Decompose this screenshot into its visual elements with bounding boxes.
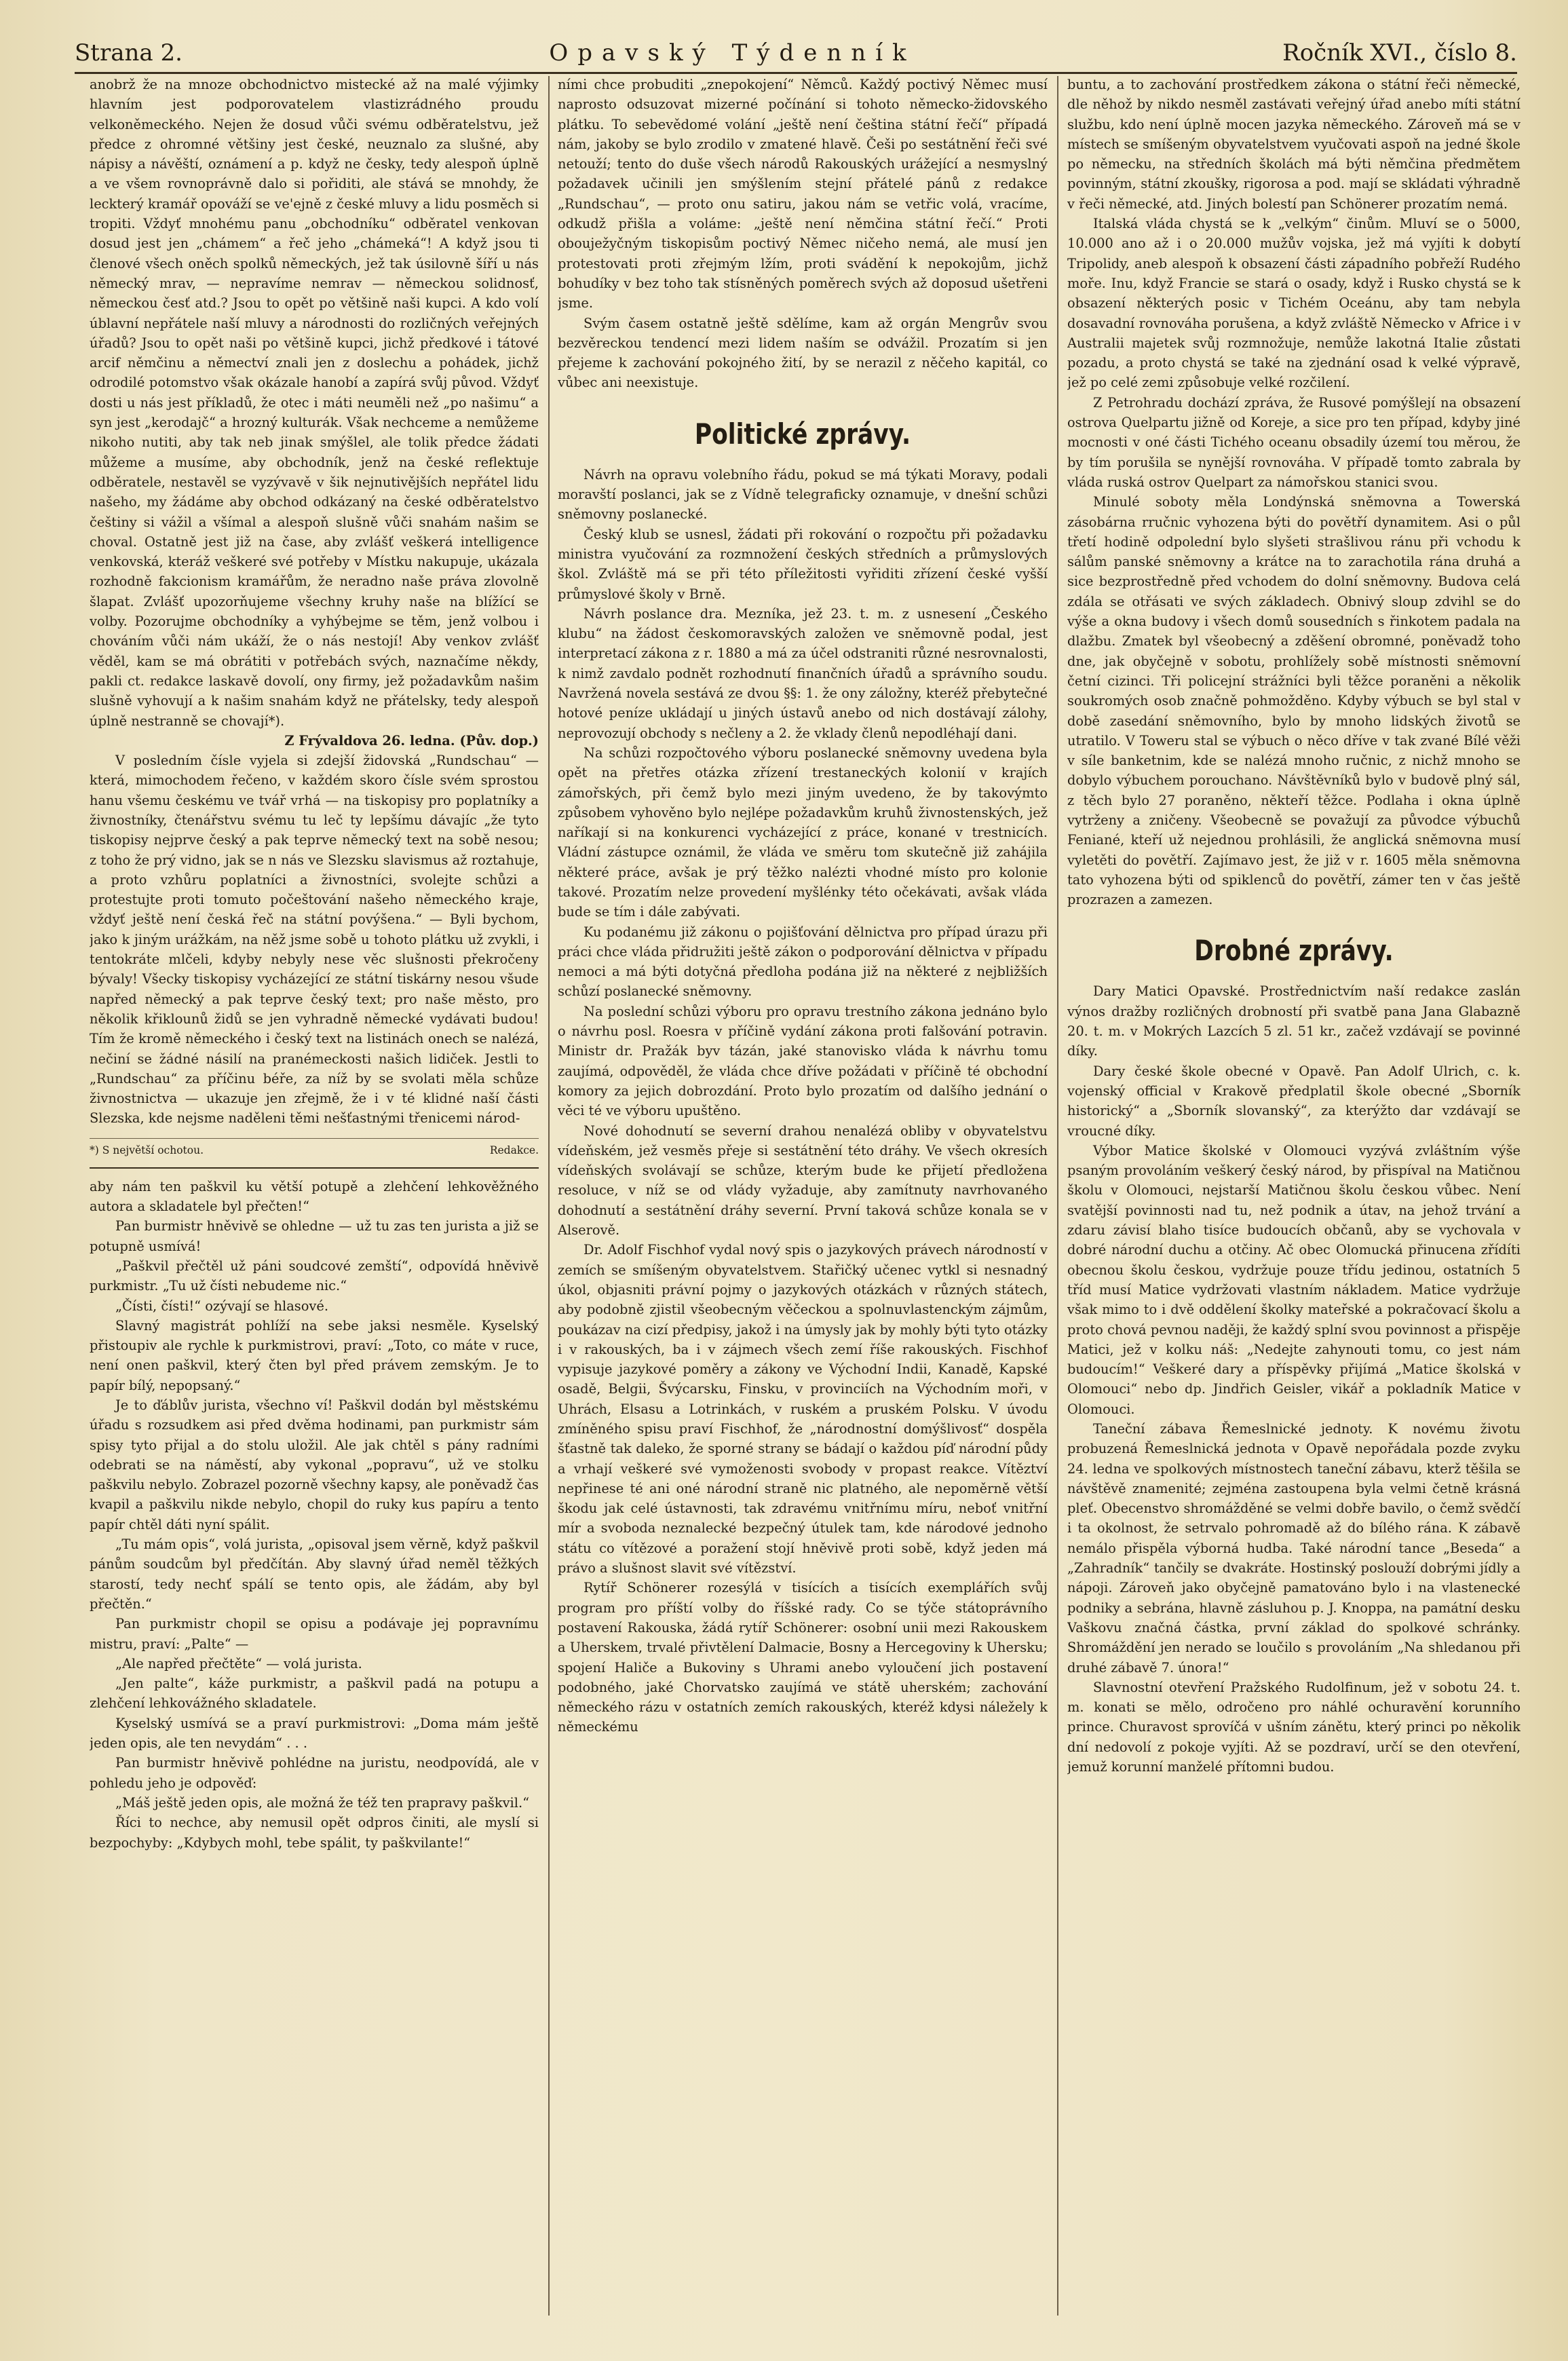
- issue-info: Ročník XVI., číslo 8.: [1282, 39, 1517, 67]
- article-paragraph: V posledním čísle vyjela si zdejší židovská „Rundschau“ — která, mimochodem řečeno, v každém skoro čísle svém sprostou hanu všemu českému ve tvář vrhá — na tiskopisy pro poplatníky a živnostníky, čtenářstvu svému tu leč ty lepšímu dávajíc „že tyto tiskopisy nejprve český a pak teprve německý text na sobě nesou; z toho že prý vidno, jak se n nás ve Slezsku slavismus až roztahuje, a proto vzhůru poplatníci a živnostníci, svolejte schůzi a protestujte proti tomuto počeštování našeho německého kraje, vždyť ještě není česká řeč na státní povýšena.“ — Byli bychom, jako k jiným urážkám, na něž jsme sobě u tohoto plátku už zvykli, i tentokráte mlčeli, kdyby nebyly nese věc slušnosti překročeny bývaly! Všecky tiskopisy vycházející ze státní tiskárny nesou všude napřed německý a pak teprve český text; pro naše město, pro několik křiklounů židů se jen vyhradně německé vydávati budou! Tím že kromě německého i český text na listinách onech se nalézá, nečiní se žádné násilí na pranémeckosti našich lidiček. Jestli to „Rundschau“ za příčinu béře, za níž by se svolati měla schůze živnostnictva — ukazuje jen zřejmě, že i v té klidné naší části Slezska, kde nejsme naděleni těmi nešťastnými třenicemi národ-: [90, 753, 539, 1127]
- news-item: Na schůzi rozpočtového výboru poslanecké sněmovny uvedena byla opět na přetřes otázka zřízení trestaneckých kolonií v krajích zámořských, při čemž bylo mezi jiným uvedeno, že by takovýmto způsobem vyhověno bylo nejlépe požadavkům kruhů živnostenských, jež naříkají si na konkurenci vycházející z práce, konané v trestnicích. Vládní zástupce oznámil, že vláda ve směru tom skutečně již zahájila některé práce, avšak je prý těžko nalézti vhodné místo pro kolonie takové. Prozatím nelze provedení myšlénky této očekávati, avšak vláda bude se tím i dále zabývati.: [558, 744, 1048, 920]
- news-item: Výbor Matice školské v Olomouci vyzývá zvláštním výše psaným provoláním veškerý český národ, by přispíval na Matičnou školu v Olomouci, nejstarší Matičnou školu českou vůbec. Není svatější povinnosti nad tu, než podnik a útav, na jehož trvání a zdaru závisí blaho tisíce budoucích občanů, aby se vychovala v dobré národní duchu a otčiny. Ač obec Olomucká přinucena zřídíti obecnou školu českou, vydržuje pouze třídu jedinou, ostatních 5 tříd musí Matice vydržovati vlastním nákladem. Matice vydržuje však mimo to i dvě oddělení školky mateřské a pokračovací školu a proto chová pevnou naději, že každý splní svou povinnost a přispěje Matici, jež v kolku náš: „Nedejte zahynouti tomu, co jest nám budoucím!“ Veškeré dary a příspěvky přijímá „Matice školská v Olomouci“ nebo dp. Jindřich Geisler, vikář a pokladník Matice v Olomouci.: [1067, 1142, 1521, 1417]
- feuilleton-paragraph: Pan burmistr hněvivě pohlédne na juristu, neodpovídá, ale v pohledu jeho je odpověď:: [90, 1755, 539, 1791]
- news-item: Slavnostní otevření Pražského Rudolfinum, jež v sobotu 24. t. m. konati se mělo, odročeno pro náhlé ochuravění korunního prince. Churavost sprovíčá v ušním zánětu, který princi po několik dní nedovolí z pokoje vyjíti. Až se pozdraví, určí se den otevření, jemuž korunní manželé přítomni budou.: [1067, 1679, 1521, 1775]
- news-item: Italská vláda chystá se k „velkým“ činům. Mluví se o 5000, 10.000 ano až i o 20.000 mužův vojska, jež má vyjíti k dobytí Tripolidy, aneb alespoň k obsazení části západního pobřeží Rudého moře. Inu, když Francie se stará o osady, když i Rusko chystá se k obsazení některých posic v Tichém Oceánu, aby tam nebyla dosavadní rovnováha porušena, a když zvláště Německo v Africe i v Australii majetek svůj rozmnožuje, nemůže lakotná Italie zůstati pozadu, a proto chystá se také na zjednání osad k velké výpravě, jež po celé zemi způsobuje velké rozčilení.: [1067, 216, 1521, 391]
- news-item: Z Petrohradu dochází zpráva, že Rusové pomýšlejí na obsazení ostrova Quelpartu jižně od Koreje, a sice pro ten případ, kdyby jiné mocnosti v oné části Tichého oceanu obsadily území tou měrou, že by tím porušila se nynější rovnováha. V případě tomto zabrala by vláda ruská ostrov Quelpart za námořskou stanici svou.: [1067, 394, 1521, 490]
- news-item: Návrh poslance dra. Mezníka, jež 23. t. m. z usnesení „Českého klubu“ na žádost českomoravských založen ve sněmovně podal, jest interpretací zákona z r. 1880 a má za účel odstraniti různé nesrovnalosti, k nimž zavdalo podnět rozhodnutí finančních úřadů a správního soudu. Navržená novela sestává ze dvou §§: 1. že ony záložny, kteréž přebytečné hotové peníze ukládají u jiných ústavů anebo od nich dostávají zálohy, neprovozují obchody s nečleny a 2. že vklady členů nepodléhají dani.: [558, 605, 1048, 741]
- feuilleton-paragraph: Je to ďáblův jurista, všechno ví! Paškvil dodán byl městskému úřadu s rozsudkem asi před dvěma hodinami, pan purkmistr sám spisy tyto přijal a do stolu uložil. Ale jak chtěl s pány radními odebrati se na náměstí, aby vykonal „popravu“, už ve stolku paškvilu nebylo. Zobrazel pozorně všechny kapsy, ale poněvadž čas kvapil a paškvilu nikde nebylo, chopil do ruky kus papíru a tento papír chtěl dáti nyní spálit.: [90, 1397, 539, 1532]
- news-item: Nové dohodnutí se severní drahou nenalézá obliby v obyvatelstvu vídeňském, jež vesměs přeje si sestátnění této dráhy. Ve všech okresích vídeňských svolávají se schůze, kterým bude ke přijetí předložena resoluce, v níž se od vlády vyžaduje, aby zamítnuty navrhovaného dohodnutí a sestátnění dráhy severní. První taková schůze konala se v Alserově.: [558, 1122, 1048, 1239]
- footnote-text: *) S největší ochotou.: [90, 1144, 204, 1156]
- divider: [90, 1167, 539, 1169]
- feuilleton-paragraph: aby nám ten paškvil ku větší potupě a zlehčení lehkověžného autora a skladatele byl přečten!“: [90, 1178, 539, 1215]
- news-item: Dary Matici Opavské. Prostřednictvím naší redakce zaslán výnos dražby rozličných drobností při svatbě pana Jana Glabazně 20. t. m. v Mokrých Lazcích 5 zl. 51 kr., začež vzdávají se povinné díky.: [1067, 983, 1521, 1059]
- feuilleton-paragraph: „Máš ještě jeden opis, ale možná že též ten prapravy paškvil.“: [115, 1794, 530, 1811]
- feuilleton-paragraph: Pan purkmistr chopil se opisu a podávaje jej popravnímu mistru, praví: „Palte“ —: [90, 1616, 539, 1652]
- news-item: Ku podanému již zákonu o pojišťování dělnictva pro případ úrazu při práci chce vláda přidružiti ještě zákon o podporování dělnictva v případu nemoci a má býti dotyčná předloha podána již na některé z nejbližších schůzí poslanecké sněmovny.: [558, 924, 1048, 1000]
- section-title-small-news: Drobné zprávy.: [1194, 934, 1394, 968]
- news-item: Rytíř Schönerer rozesýlá v tisících a tisících exemplářích svůj program pro příští volby do říšské rady. Co se týče státoprávního postavení Rakouska, žádá rytíř Schönerer: osobní unii mezi Rakouskem a Uherskem, trvalé přivtělení Dalmacie, Bosny a Hercegoviny k Uhersku; spojení Haliče a Bukoviny s Uhrami anebo vyloučení jich postavení podobného, jaké Chorvatsko zaujímá ve státě uherském; zachování německého rázu v ostatních zemích rakouských, kteréž kdysi náležely k německému: [558, 1580, 1048, 1735]
- footnote: [90, 1138, 539, 1158]
- column-3: [1067, 75, 1521, 2328]
- feuilleton-paragraph: „Paškvil přečtěl už páni soudcové zemští“, odpovídá hněvivě purkmistr. „Tu už čísti nebudeme nic.“: [90, 1258, 539, 1294]
- feuilleton-paragraph: „Jen palte“, káže purkmistr, a paškvil padá na potupu a zlehčení lehkovážného skladatele.: [90, 1676, 539, 1712]
- page-number: Strana 2.: [75, 39, 183, 67]
- feuilleton-paragraph: „Čísti, čísti!“ ozývají se hlasové.: [115, 1298, 329, 1314]
- article-paragraph: anobrž že na mnoze obchodnictvo mistecké až na malé výjimky hlavním jest podporovatelem vlastizrádného proudu velkoněmeckého. Nejen že dosud vůči svému odběratelstvu, jež předce z ohromné většiny jest české, neuznalo za slušné, aby nápisy a návěští, oznámení a p. když ne česky, tedy alespoň úplně a ve všem rovnoprávně dalo si pořiditi, ale stává se mnohdy, že leckterý kramář opováží se ve'ejně z české mluvy a lidu posměch si tropiti. Vždyť mnohému panu „obchodníku“ odběratel venkovan dosud jest jen „chámem“ a řeč jeho „chámeká“! A když jsou ti členové všech oněch spolků německých, jež tak úsilovně šíří u nás německý mrav, — nepravíme nemrav — německou solidnosť, německou česť atd.? Jsou to opět po většině naši kupci. A kdo volí úblavní nepřátele naší mluvy a národnosti do rozličných veřejných úřadů? Jsou to opět naši po většině kupci, jichž předkové i tátové arcif němčinu a němectví znali jen z doslechu a pohádek, jichž odrodilé potomstvo však okázale hanobí a zapírá svůj původ. Vždyť dosti u nás jest příkladů, že otec i máti neuměli než „po našimu“ a syn jest „kerodajč“ a hrozný kulturák. Však nechceme a nemůžeme nikoho nutiti, aby tak neb jinak smýšlel, ale tolik předce žádati můžeme a musíme, aby obchodník, jenž na české reflektuje odběratele, nestavěl se vyzývavě v šik nejnutivějších nepřátel lidu našeho, my žádáme aby obchod odkázaný na české odběratelstvo češtiny si vážil a všímal a alespoň slušně vůči snahám našim se choval. Ostatně jest již na čase, aby zvlášť veškerá intelligence venkovská, kteráž veškeré své potřeby v Místku nakupuje, ukázala rozhodně fakcionism kramářům, že neradno naše práva zlovolně šlapat. Zvlášť upozorňujeme všechny kruhy naše na blížící se volby. Pozorujme obchodníky a vyhýbejme se těm, jenž volbou i chováním vůči nám ukáží, že o nás nestojí! Aby venkov zvlášť věděl, kam se má obrátiti v potřebách svých, naznačíme někdy, pakli ct. redakce laskavě dovolí, ony firmy, jež požadavkům našim slušně vyhovují a k našim snahám když ne přátelsky, tedy alespoň úplně nestranně se chovají*).: [90, 77, 539, 729]
- feuilleton-paragraph: „Ale napřed přečtěte“ — volá jurista.: [115, 1655, 362, 1671]
- column-2: [558, 75, 1048, 2328]
- news-item: Dr. Adolf Fischhof vydal nový spis o jazykových právech národností v zemích se smíšeným obyvatelstvem. Stařičký učenec vytkl si nesnadný úkol, objasniti právní pojmy o jazykových otázkách v různých státech, aby podobně zjistil všeobecným věčeckou a spolnuvlastenckým zájmům, poukázav na cizí předpisy, jakož i na úmysly jak by mohly býti tyto otázky i v rakouských, ba i v zájmech všech zemí říše rakouských. Fischhof vypisuje jazykové poměry a zákony ve Východní Indii, Kanadě, Kapské osadě, Belgii, Švýcarsku, Finsku, v provinciích na Východním moři, v Uhrách, Elsasu a Lotrinkách, v ruském a pruském Polsku. V úvodu zmíněného spisu praví Fischhof, že „národnostní domýšlivosť“ dospěla šťastně tak daleko, že sporné strany se bádají o každou píď národní půdy a vrhají veškeré své vymoženosti svobody v propast reakce. Vítěztví nepřinese té ani oné národní straně nic platného, ale nepoměrně větší škodu jak celé ústavnosti, tak zdravému vnitřnímu míru, neboť vnitřní mír a svoboda neznalecké bezpečný útulek tam, kde národové jednoho státu co vítězové a poražení stojí hněvivě proti sobě, když jeden má právo a slušnost slavit své vítězství.: [558, 1242, 1048, 1576]
- news-item: Minulé soboty měla Londýnská sněmovna a Towerská zásobárna rručnic vyhozena býti do povětří dynamitem. Asi o půl třetí hodině odpolední bylo slyšeti strašlivou ránu při vchodu k sálům panské sněmovny a krátce na to zarachotila rána druhá a sice bezprostředně před vchodem do dolní sněmovny. Budova celá zdála se otřásati ve svých základech. Obnivý sloup zdvihl se do výše a okna budovy i všech domů sousedních s řinkotem padala na dlažbu. Zmatek byl všeobecný a zděšení obromné, poněvadž toho dne, jak obyčejně v sobotu, prohlížely sobě místnosti sněmovní četní cizinci. Tři policejní strážníci byli těžce poraněni a několik soukromých osob značně pohmožděno. Kdyby výbuch se byl stal v době zasedání sněmovního, bylo by mnoho lidských životů se utratilo. V Toweru stal se výbuch o něco dříve v tak zvané Bílé věži v síle banketnim, kde se nalézá mnoho ručnic, z nichž mnoho se dobylo výbuchem porouchano. Návštěvníků bylo v budově plný sál, z těch bylo 27 poraněno, někteří těžce. Podlaha i okna úplně vytrženy a zničeny. Všeobecně se považují za původce výbuchů Feniané, kteří už nejednou prohlásili, že anglická sněmovna musí vyletěti do povětří. Zajímavo jest, že již v r. 1605 měla sněmovna tato vyhozena býti od spiklenců do povětří, zámer ten v čas ještě prozrazen a zamezen.: [1067, 494, 1521, 908]
- section-title-politics: Politické zprávy.: [694, 417, 911, 451]
- column-rule-2: [1057, 76, 1058, 2316]
- feuilleton-paragraph: Slavný magistrát pohlíží na sebe jaksi nesměle. Kyselský přistoupiv ale rychle k purkmistrovi, praví: „Toto, co máte v ruce, není onen paškvil, který čten byl před právem zemským. Je to papír bílý, nepopsaný.“: [90, 1317, 539, 1393]
- article-paragraph: ními chce probuditi „znepokojení“ Němců. Každý poctivý Němec musí naprosto odsuzovat mizerné počínání si tohoto německo-židovského plátku. To sebevědomé volání „ještě není čeština státní řečí“ případá nám, jakoby se bylo zrodilo v zmatené hlavě. Češi po sestátnění řeči své netouží; tento do duše všech národů Rakouských urážející a nesmyslný požadavek učinili jen smýšlením stejní přátelé pánů z redakce „Rundschau“, — proto onu satiru, jakou nám se vetřic volá, vracíme, odkudž přišla a voláme: „ještě není němčina státní řečí.“ Proti obouježyčným tiskopisům poctivý Němec ničeho nemá, ale musí jen protestovati proti zřejmým lžím, proti svádění k nepokojům, jichž bohudíky v bez toho tak stísněných poměrech svých až doposud ušetřeni jsme.: [558, 77, 1048, 311]
- news-item: Návrh na opravu volebního řádu, pokud se má týkati Moravy, podali moravští poslanci, jak se z Vídně telegraficky oznamuje, v dnešní schůzi sněmovny poslanecké.: [558, 466, 1048, 523]
- news-item: Český klub se usnesl, žádati při rokování o rozpočtu při požadavku ministra vyučování za rozmnožení českých středních a průmyslových škol. Zvláště má se při této příležitosti vyřiditi zřízení české vyšší průmyslové školy v Brně.: [558, 526, 1048, 602]
- newspaper-title: Opavský Týdenník: [549, 39, 916, 67]
- feuilleton-paragraph: Říci to nechce, aby nemusil opět odpros činiti, ale myslí si bezpochyby: „Kdybych mohl, tebe spálit, ty paškvilante!“: [90, 1815, 539, 1851]
- column-1: [90, 75, 539, 2321]
- news-item: buntu, a to zachování prostředkem zákona o státní řeči německé, dle něhož by nikdo nesměl zastávati veřejný úřad anebo míti státní službu, kdo není úplně mocen jazyka německého. Zároveň má se v místech se smíšeným obyvatelstvem vyučovati aspoň na jedné škole po německu, na středních školách má býti němčina předmětem povinným, státní zkoušky, rigorosa a pod. mají se skládati výhradně v řeči německé, atd. Jiných bolestí pan Schönerer prozatím nemá.: [1067, 77, 1521, 212]
- page-header: [75, 27, 1517, 74]
- feuilleton-paragraph: „Tu mám opis“, volá jurista, „opisoval jsem věrně, když paškvil pánům soudcům byl předčítán. Aby slavný úřad neměl těžkých starostí, tedy nechť spálí se tento opis, ale žádám, aby byl přečtěn.“: [90, 1536, 539, 1612]
- article-paragraph: Svým časem ostatně ještě sdělíme, kam až orgán Mengrův svou bezvěreckou tendencí mezi lidem naším se odvážil. Prozatím si jen přejeme k zachování pokojného žití, by se nerazil z něčeho kapitál, co vůbec ani neexistuje.: [558, 315, 1048, 391]
- column-rule-1: [548, 76, 550, 2316]
- news-item: Dary české škole obecné v Opavě. Pan Adolf Ulrich, c. k. vojenský official v Krakově předplatil škole obecné „Sborník historický“ a „Sborník slovanský“, za kterýžto dar vzdávají se vroucné díky.: [1067, 1063, 1521, 1139]
- news-item: Na poslední schůzi výboru pro opravu trestního zákona jednáno bylo o návrhu posl. Roesra v příčině vydání zákona proti falšování potravin. Ministr dr. Pražák byv tázán, jaké stanovisko vláda k návrhu tomu zaujímá, odpověděl, že vláda chce dříve požádati v příčině té obchodní komory za jejich dobrozdání. Proto bylo prozatím od dalšího jednání o věci té ve výboru upuštěno.: [558, 1003, 1048, 1119]
- feuilleton-paragraph: Pan burmistr hněvivě se ohledne — už tu zas ten jurista a již se potupně usmívá!: [90, 1218, 539, 1254]
- news-item: Taneční zábava Řemeslnické jednoty. K novému životu probuzená Řemeslnická jednota v Opavě nepořádala pozde zvyku 24. ledna ve spolkových místnostech taneční zábavu, kterž těšila se návštěvě znamenité; zejména zastoupena byla velmi četně krásná pleť. Obecenstvo shromážděné se velmi dobře bavilo, o čemž svědčí i ta okolnost, že setrvalo pohromadě až do bílého rána. K zábavě nemálo přispěla výborná hudba. Také národní tance „Beseda“ a „Zahradník“ tančily se dvakráte. Hostinský poslouží dobrými jídly a nápoji. Zároveň jako obyčejně pamatováno bylo i na vlastenecké podniky a sebrána, hlavně zásluhou p. J. Knoppa, na památní desku Vaškovu značná částka, první základ do spolkové schránky. Shromáždění jen nerado se loučilo s provoláním „Na shledanou při druhé zábavě 7. února!“: [1067, 1421, 1521, 1676]
- feuilleton-paragraph: Kyselský usmívá se a praví purkmistrovi: „Doma mám ještě jeden opis, ale ten nevydám“ . . .: [90, 1715, 539, 1752]
- dateline: Z Frývaldova 26. ledna. (Pův. dop.): [284, 732, 539, 749]
- footnote-signature: Redakce.: [489, 1144, 539, 1156]
